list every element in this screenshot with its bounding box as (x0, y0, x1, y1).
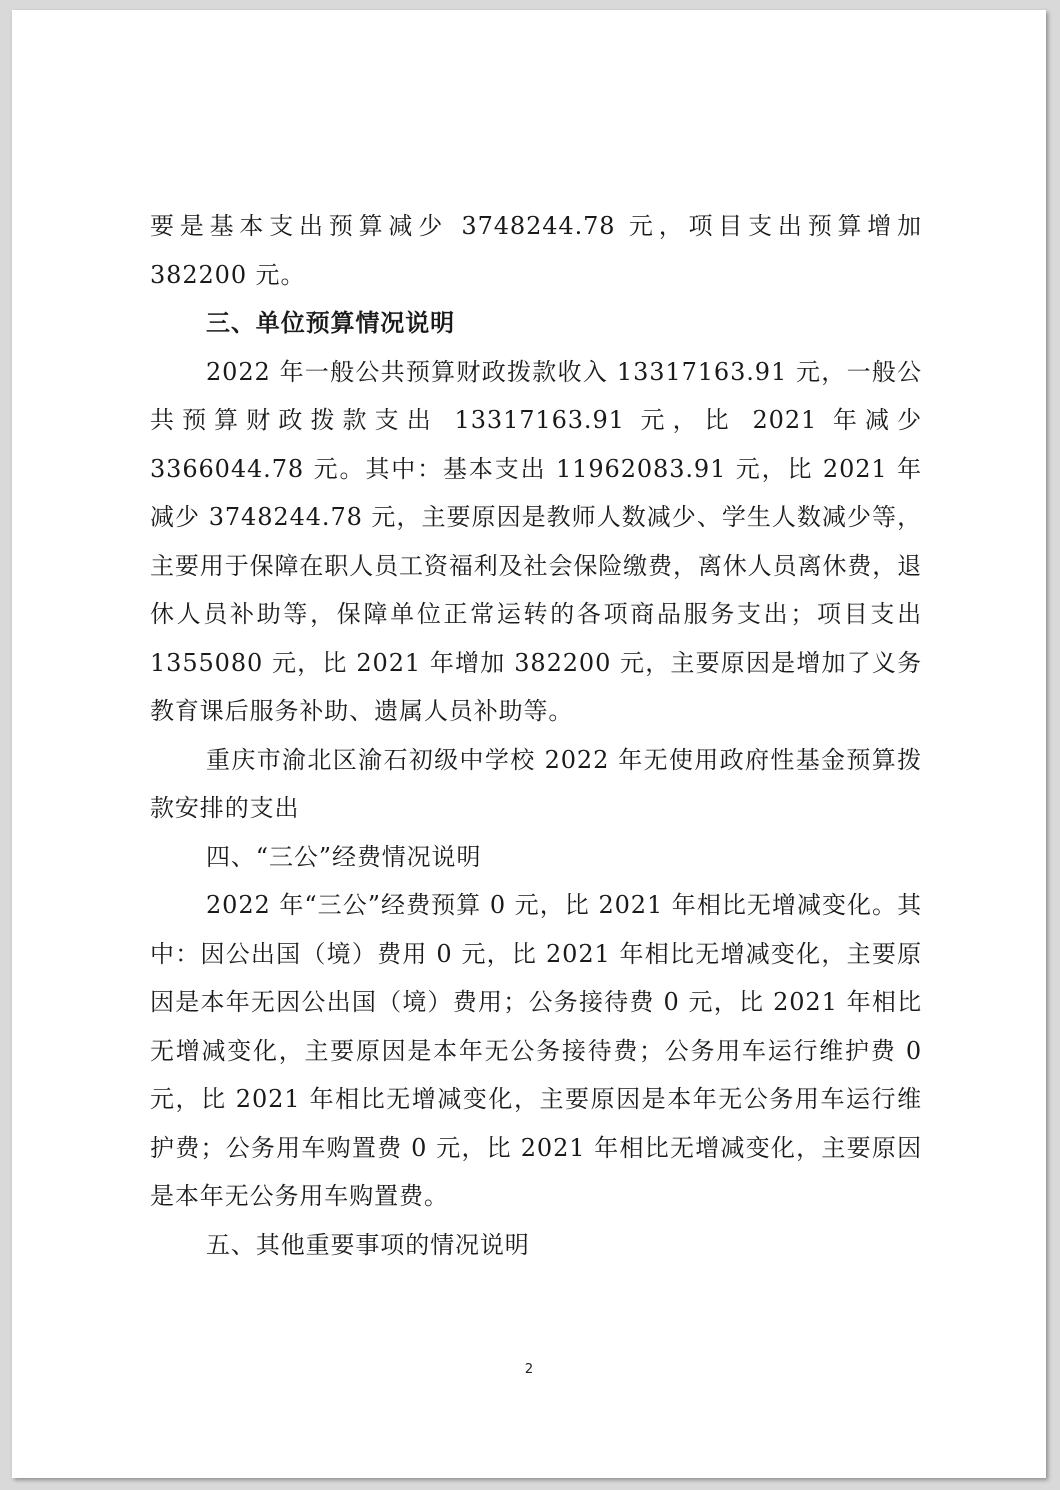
document-page (12, 10, 1046, 1478)
section-heading-three-public: 四、“三公”经费情况说明 (206, 842, 482, 871)
section-heading-budget: 三、单位预算情况说明 (206, 308, 455, 337)
section-heading-other: 五、其他重要事项的情况说明 (206, 1230, 530, 1259)
page-number: 2 (524, 1362, 534, 1377)
paragraph-continuation: 要是基本支出预算减少 3748244.78 元，项目支出预算增加 382200 元。 (150, 212, 922, 289)
document-body (150, 202, 922, 1269)
paragraph-three-public: 2022 年“三公”经费预算 0 元，比 2021 年相比无增减变化。其中：因公出国（境）费用 0 元，比 2021 年相比无增减变化，主要原因是本年无因公出国（境）费用；公务接待费 0 元，比 2021 年相比无增减变化，主要原因是本年无公务接待费；公务用车运行维护费 0 元，比 2021 年相比无增减变化，主要原因是本年无公务用车运行维护费；公务用车购置费 0 元，比 2021 年相比无增减变化，主要原因是本年无公务用车购置费。 (150, 891, 922, 1210)
paragraph-general-budget: 2022 年一般公共预算财政拨款收入 13317163.91 元，一般公共预算财政拨款支出 13317163.91 元，比 2021 年减少 3366044.78 元。其中：基本支出 11962083.91 元，比 2021 年减少 3748244.78 元，主要原因是教师人数减少、学生人数减少等，主要用于保障在职人员工资福利及社会保险缴费，离休人员离休费，退休人员补助等，保障单位正常运转的各项商品服务支出；项目支出 1355080 元，比 2021 年增加 382200 元，主要原因是增加了义务教育课后服务补助、遗属人员补助等。 (150, 357, 922, 725)
paragraph-fund-budget: 重庆市渝北区渝石初级中学校 2022 年无使用政府性基金预算拨款安排的支出 (150, 745, 922, 822)
